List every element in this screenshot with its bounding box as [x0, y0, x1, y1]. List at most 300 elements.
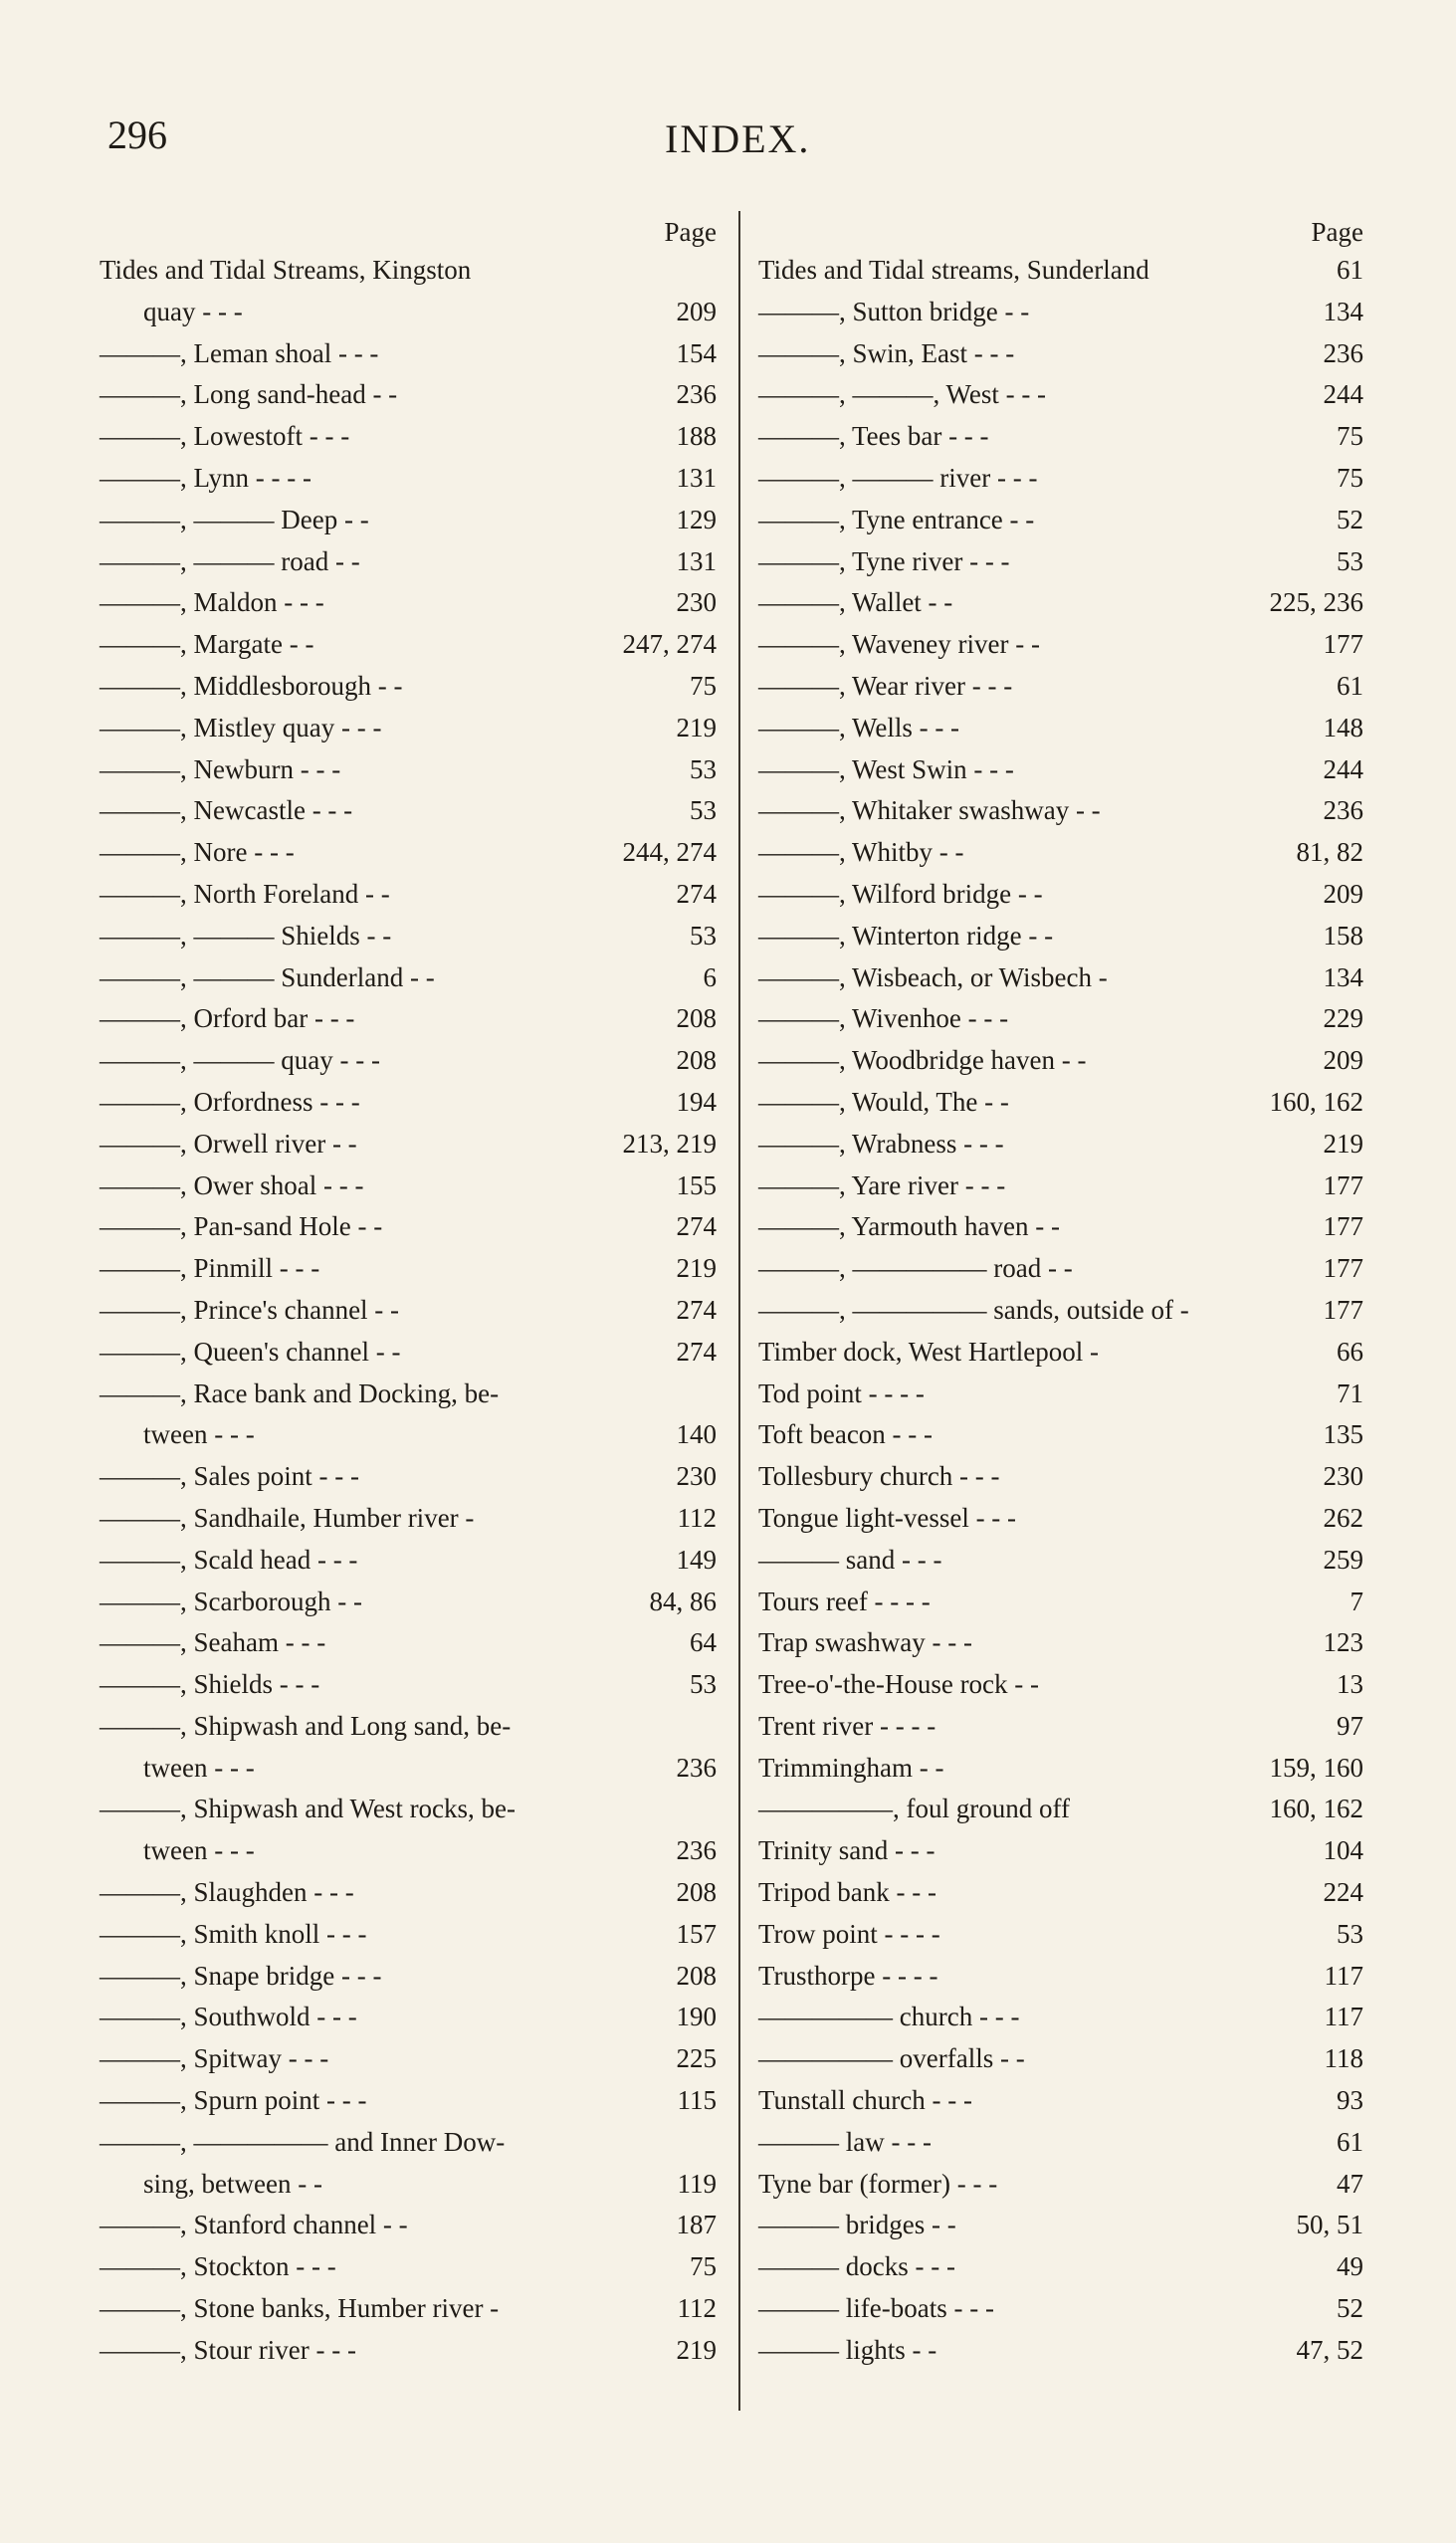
entry-label: ———, Tyne river - - - [758, 545, 1010, 576]
index-entry [758, 1207, 1375, 1249]
entry-page: 75 [690, 670, 717, 701]
index-entry [100, 501, 728, 542]
entry-label: ——— sand - - - [758, 1544, 942, 1575]
index-entry [100, 1041, 728, 1083]
entry-label: ———, Tyne entrance - - [758, 504, 1035, 534]
entry-page: 81, 82 [1296, 837, 1363, 868]
entry-label: ———, Scarborough - - [100, 1586, 362, 1616]
entry-page: 75 [1337, 462, 1363, 493]
entry-page: 47 [1337, 2168, 1363, 2199]
entry-page: 225 [676, 2043, 717, 2074]
entry-page: 61 [1337, 670, 1363, 701]
entry-label: —————, foul ground off [758, 1794, 1070, 1824]
entry-label: ———, Snape bridge - - - [100, 1960, 382, 1991]
entry-label: ———, Nore - - - [100, 837, 295, 868]
index-entry [758, 833, 1375, 875]
entry-page: 6 [703, 961, 717, 992]
entry-page: 177 [1323, 629, 1363, 660]
entry-page: 115 [677, 2085, 717, 2116]
entry-page: 93 [1337, 2085, 1363, 2116]
index-entry [100, 917, 728, 958]
index-entry [100, 1873, 728, 1915]
column-divider [738, 211, 740, 2411]
entry-page: 274 [676, 878, 717, 909]
index-column-left [100, 211, 728, 2373]
entry-page: 117 [1324, 2002, 1363, 2032]
index-entry [758, 251, 1375, 293]
entry-label: Tree-o'-the-House rock - - [758, 1669, 1040, 1700]
entry-label: ———, Pan-sand Hole - - [100, 1211, 383, 1242]
entry-page: 104 [1323, 1835, 1363, 1866]
index-entry [100, 1249, 728, 1291]
index-entry [100, 1749, 728, 1791]
index-entry [758, 293, 1375, 334]
index-entry [100, 334, 728, 376]
entry-label: ———, Spurn point - - - [100, 2085, 367, 2116]
index-entry [100, 2289, 728, 2331]
index-entry [100, 1707, 728, 1749]
index-entry [100, 750, 728, 792]
index-entry [758, 1915, 1375, 1957]
entry-label: ———, Wilford bridge - - [758, 878, 1043, 909]
index-entry [758, 1083, 1375, 1125]
entry-label: ———, Stanford channel - - [100, 2210, 408, 2240]
index-entry [100, 2206, 728, 2247]
index-entry [100, 2081, 728, 2123]
entry-label: ———, ——— road - - [100, 545, 360, 576]
page-number: 296 [107, 112, 167, 157]
entry-page: 61 [1337, 2126, 1363, 2157]
entry-label: ———, West Swin - - - [758, 753, 1014, 784]
entry-label: ———, Would, The - - [758, 1086, 1009, 1117]
entry-label: ———, Stockton - - - [100, 2251, 336, 2282]
index-entry [100, 2123, 728, 2165]
index-entry [758, 375, 1375, 417]
index-entry [758, 2331, 1375, 2373]
index-entry [758, 1041, 1375, 1083]
entry-page: 259 [1323, 1544, 1363, 1575]
entry-label: ———, Winterton ridge - - [758, 920, 1054, 951]
index-entry [758, 583, 1375, 625]
entry-label: ———, Maldon - - - [100, 587, 324, 618]
index-entry [758, 2206, 1375, 2247]
entry-page: 177 [1323, 1169, 1363, 1200]
entry-label: ———, Orfordness - - - [100, 1086, 360, 1117]
index-entry [100, 375, 728, 417]
index-entry [758, 1375, 1375, 1416]
index-entry [100, 999, 728, 1041]
index-entry [758, 1415, 1375, 1457]
entry-page: 177 [1323, 1253, 1363, 1284]
entry-label: Timber dock, West Hartlepool - [758, 1336, 1100, 1367]
entry-label: ———, ——— Deep - - [100, 504, 369, 534]
entry-page: 159, 160 [1269, 1752, 1363, 1783]
index-entry [758, 958, 1375, 1000]
index-entry [758, 2289, 1375, 2331]
index-entry [100, 1083, 728, 1125]
entry-label: ———, Orford bar - - - [100, 1003, 355, 1034]
index-column-right [758, 211, 1375, 2373]
index-entries-right [758, 251, 1375, 2373]
index-entry [758, 1665, 1375, 1707]
entry-label: ———, Whitaker swashway - - [758, 795, 1101, 826]
entry-label: ———, Prince's channel - - [100, 1294, 400, 1325]
index-entry [100, 1375, 728, 1416]
index-entry [100, 583, 728, 625]
entry-label: ———, Lowestoft - - - [100, 421, 350, 452]
index-entry [100, 1998, 728, 2039]
index-entry [100, 1541, 728, 1583]
entry-page: 119 [677, 2168, 717, 2199]
entry-page: 112 [677, 1502, 717, 1533]
entry-page: 230 [1323, 1461, 1363, 1492]
index-entry [100, 1415, 728, 1457]
index-entry [758, 2039, 1375, 2081]
entry-label: ———, ————— and Inner Dow- [100, 2126, 506, 2157]
entry-label: ———, Wells - - - [758, 712, 960, 742]
entry-label: ————— church - - - [758, 2002, 1020, 2032]
entry-label: ——— bridges - - [758, 2210, 956, 2240]
entry-page: 66 [1337, 1336, 1363, 1367]
entry-label: ———, Race bank and Docking, be- [100, 1377, 500, 1408]
entry-label: ———, Whitby - - [758, 837, 964, 868]
entry-page: 262 [1323, 1502, 1363, 1533]
index-entry [758, 1749, 1375, 1791]
entry-label: ——— law - - - [758, 2126, 932, 2157]
entry-label: ———, Queen's channel - - [100, 1336, 401, 1367]
index-entry [100, 459, 728, 501]
index-entry [758, 1957, 1375, 1999]
entry-page: 244 [1323, 379, 1363, 410]
index-entry [758, 1457, 1375, 1499]
entry-page: 53 [1337, 545, 1363, 576]
entry-label: Tides and Tidal streams, Sunderland [758, 255, 1149, 285]
entry-label: ———, Wisbeach, or Wisbech - [758, 961, 1108, 992]
entry-label: ———, Wear river - - - [758, 670, 1013, 701]
entry-label: Tongue light-vessel - - - [758, 1502, 1017, 1533]
entry-page: 160, 162 [1269, 1794, 1363, 1824]
entry-label: Tyne bar (former) - - - [758, 2168, 998, 2199]
entry-label: ———, Leman shoal - - - [100, 337, 379, 368]
entry-label: ———, ——— quay - - - [100, 1045, 380, 1076]
index-entry [100, 542, 728, 584]
index-entry [100, 1957, 728, 1999]
index-entry [100, 1166, 728, 1208]
entry-page: 123 [1323, 1627, 1363, 1658]
entry-page: 131 [676, 462, 717, 493]
entry-label: ———, Stone banks, Humber river - [100, 2293, 500, 2324]
entry-page: 236 [676, 1835, 717, 1866]
index-entry [100, 1207, 728, 1249]
page-header [0, 111, 1456, 171]
entry-page: 53 [690, 795, 717, 826]
entry-page: 53 [690, 753, 717, 784]
entry-label: Tod point - - - - [758, 1377, 925, 1408]
entry-label: Tours reef - - - - [758, 1586, 931, 1616]
index-entry [100, 1291, 728, 1333]
entry-page: 229 [1323, 1003, 1363, 1034]
index-entry [758, 1541, 1375, 1583]
index-entry [758, 917, 1375, 958]
index-entry [100, 791, 728, 833]
entry-label: ———, North Foreland - - [100, 878, 390, 909]
entry-label: ———, Orwell river - - [100, 1128, 357, 1159]
index-entry [758, 667, 1375, 709]
index-entry [758, 1623, 1375, 1665]
index-entry [758, 1873, 1375, 1915]
index-entry [100, 1665, 728, 1707]
entry-page: 140 [676, 1419, 717, 1450]
index-entry [758, 1499, 1375, 1541]
entry-page: 208 [676, 1003, 717, 1034]
entry-label: ———, Yarmouth haven - - [758, 1211, 1060, 1242]
entry-label: quay - - - [143, 296, 243, 326]
entry-page: 208 [676, 1960, 717, 1991]
entry-label: ———, Tees bar - - - [758, 421, 989, 452]
entry-label: ———, Wrabness - - - [758, 1128, 1004, 1159]
entry-page: 118 [1324, 2043, 1363, 2074]
entry-label: ———, Long sand-head - - [100, 379, 398, 410]
entry-page: 50, 51 [1296, 2210, 1363, 2240]
index-entry [100, 1623, 728, 1665]
entry-page: 53 [1337, 1918, 1363, 1949]
index-entry [100, 1583, 728, 1624]
entry-page: 135 [1323, 1419, 1363, 1450]
entry-page: 84, 86 [649, 1586, 717, 1616]
entry-label: ———, Sales point - - - [100, 1461, 359, 1492]
entry-label: tween - - - [143, 1835, 255, 1866]
entry-label: ———, Sutton bridge - - [758, 296, 1030, 326]
entry-label: ———, Newburn - - - [100, 753, 341, 784]
entry-label: ———, Waveney river - - [758, 629, 1040, 660]
entry-page: 53 [690, 1669, 717, 1700]
entry-page: 157 [676, 1918, 717, 1949]
index-entry [100, 2039, 728, 2081]
index-entry [758, 542, 1375, 584]
index-entry [758, 417, 1375, 459]
entry-label: ———, Seaham - - - [100, 1627, 326, 1658]
index-entry [758, 875, 1375, 917]
entry-label: ———, Sandhaile, Humber river - [100, 1502, 475, 1533]
entry-page: 194 [676, 1086, 717, 1117]
entry-label: ——— docks - - - [758, 2251, 955, 2282]
entry-label: ———, Newcastle - - - [100, 795, 353, 826]
entry-label: ———, Southwold - - - [100, 2002, 357, 2032]
entry-label: ———, Shields - - - [100, 1669, 320, 1700]
entry-page: 225, 236 [1269, 587, 1363, 618]
entry-label: Trent river - - - - [758, 1710, 936, 1741]
entry-page: 219 [676, 712, 717, 742]
entry-label: ———, Yare river - - - [758, 1169, 1006, 1200]
entry-page: 129 [676, 504, 717, 534]
entry-page: 177 [1323, 1211, 1363, 1242]
entry-page: 219 [1323, 1128, 1363, 1159]
entry-label: ———, Margate - - [100, 629, 314, 660]
entry-label: tween - - - [143, 1752, 255, 1783]
index-entry [758, 1831, 1375, 1873]
index-entry [758, 999, 1375, 1041]
entry-page: 274 [676, 1294, 717, 1325]
entry-page: 188 [676, 421, 717, 452]
index-entry [100, 833, 728, 875]
entry-page: 274 [676, 1211, 717, 1242]
index-entry [758, 2081, 1375, 2123]
index-entry [758, 501, 1375, 542]
index-entry [100, 2331, 728, 2373]
entry-page: 97 [1337, 1710, 1363, 1741]
entry-label: ———, Wallet - - [758, 587, 953, 618]
entry-label: tween - - - [143, 1419, 255, 1450]
entry-label: ———, ——— Sunderland - - [100, 961, 435, 992]
entry-label: ———, Middlesborough - - [100, 670, 403, 701]
entry-page: 61 [1337, 255, 1363, 285]
entry-label: ———, Ower shoal - - - [100, 1169, 364, 1200]
entry-label: ———, Mistley quay - - - [100, 712, 382, 742]
entry-page: 209 [1323, 878, 1363, 909]
entry-label: Trinity sand - - - [758, 1835, 936, 1866]
entry-label: ———, Stour river - - - [100, 2334, 356, 2365]
index-entries-left [100, 251, 728, 2373]
page-column-label: Page [664, 217, 717, 247]
entry-label: ——— lights - - [758, 2334, 937, 2365]
entry-page: 71 [1337, 1377, 1363, 1408]
entry-page: 75 [1337, 421, 1363, 452]
index-entry [100, 709, 728, 750]
entry-page: 247, 274 [622, 629, 717, 660]
index-entry [758, 1707, 1375, 1749]
entry-label: ———, Pinmill - - - [100, 1253, 320, 1284]
index-entry [100, 667, 728, 709]
page-column-label: Page [1311, 217, 1363, 247]
entry-page: 148 [1323, 712, 1363, 742]
entry-page: 209 [1323, 1045, 1363, 1076]
index-entry [758, 1291, 1375, 1333]
entry-label: Tunstall church - - - [758, 2085, 972, 2116]
entry-page: 155 [676, 1169, 717, 1200]
index-entry [758, 459, 1375, 501]
index-entry [758, 625, 1375, 667]
entry-label: Trow point - - - - [758, 1918, 940, 1949]
index-entry [758, 709, 1375, 750]
entry-label: ———, Shipwash and West rocks, be- [100, 1794, 517, 1824]
entry-page: 209 [676, 296, 717, 326]
entry-page: 213, 219 [622, 1128, 717, 1159]
entry-label: ————— overfalls - - [758, 2043, 1025, 2074]
index-entry [758, 2165, 1375, 2207]
index-entry [758, 2247, 1375, 2289]
entry-label: ———, ——— river - - - [758, 462, 1038, 493]
entry-label: ———, ————— road - - [758, 1253, 1073, 1284]
entry-label: ———, Woodbridge haven - - [758, 1045, 1087, 1076]
entry-page: 64 [690, 1627, 717, 1658]
index-entry [100, 293, 728, 334]
index-entry [758, 1125, 1375, 1166]
index-entry [100, 1831, 728, 1873]
entry-page: 131 [676, 545, 717, 576]
entry-label: ———, Spitway - - - [100, 2043, 329, 2074]
index-entry [100, 958, 728, 1000]
entry-page: 208 [676, 1877, 717, 1908]
entry-page: 52 [1337, 2293, 1363, 2324]
index-entry [758, 334, 1375, 376]
index-entry [100, 1915, 728, 1957]
index-entry [758, 1333, 1375, 1375]
entry-page: 75 [690, 2251, 717, 2282]
entry-page: 244, 274 [622, 837, 717, 868]
index-entry [100, 1790, 728, 1831]
entry-label: Trap swashway - - - [758, 1627, 972, 1658]
entry-page: 160, 162 [1269, 1086, 1363, 1117]
running-title: INDEX. [665, 116, 811, 161]
index-entry [100, 417, 728, 459]
entry-page: 244 [1323, 753, 1363, 784]
index-entry [758, 1166, 1375, 1208]
entry-page: 13 [1337, 1669, 1363, 1700]
index-entry [100, 625, 728, 667]
entry-label: ———, ——— Shields - - [100, 920, 392, 951]
index-entry [100, 1499, 728, 1541]
entry-page: 208 [676, 1045, 717, 1076]
entry-page: 187 [676, 2210, 717, 2240]
entry-label: ———, Slaughden - - - [100, 1877, 354, 1908]
entry-page: 149 [676, 1544, 717, 1575]
entry-page: 230 [676, 1461, 717, 1492]
entry-label: ———, Wivenhoe - - - [758, 1003, 1009, 1034]
entry-page: 219 [676, 2334, 717, 2365]
index-entry [758, 1790, 1375, 1831]
entry-label: ——— life-boats - - - [758, 2293, 994, 2324]
index-entry [100, 875, 728, 917]
entry-label: ———, Swin, East - - - [758, 337, 1015, 368]
index-entry [758, 1583, 1375, 1624]
entry-page: 154 [676, 337, 717, 368]
entry-label: ———, ————— sands, outside of - [758, 1294, 1189, 1325]
entry-page: 158 [1323, 920, 1363, 951]
entry-label: Tides and Tidal Streams, Kingston [100, 255, 472, 285]
entry-page: 177 [1323, 1294, 1363, 1325]
entry-page: 47, 52 [1296, 2334, 1363, 2365]
entry-page: 190 [676, 2002, 717, 2032]
entry-page: 52 [1337, 504, 1363, 534]
entry-page: 112 [677, 2293, 717, 2324]
index-entry [758, 750, 1375, 792]
index-entry [758, 791, 1375, 833]
entry-page: 49 [1337, 2251, 1363, 2282]
entry-page: 236 [1323, 337, 1363, 368]
entry-page: 53 [690, 920, 717, 951]
entry-page: 236 [676, 379, 717, 410]
entry-label: ———, Shipwash and Long sand, be- [100, 1710, 512, 1741]
entry-label: ———, Lynn - - - - [100, 462, 312, 493]
index-entry [100, 251, 728, 293]
entry-label: sing, between - - [143, 2168, 322, 2199]
index-entry [100, 2165, 728, 2207]
index-entry [100, 1333, 728, 1375]
index-entry [100, 1457, 728, 1499]
entry-page: 224 [1323, 1877, 1363, 1908]
entry-page: 274 [676, 1336, 717, 1367]
entry-label: Trimmingham - - [758, 1752, 944, 1783]
entry-label: Tripod bank - - - [758, 1877, 936, 1908]
entry-page: 117 [1324, 1960, 1363, 1991]
entry-page: 219 [676, 1253, 717, 1284]
entry-label: Trusthorpe - - - - [758, 1960, 938, 1991]
entry-label: Tollesbury church - - - [758, 1461, 1000, 1492]
entry-page: 230 [676, 587, 717, 618]
entry-label: ———, ———, West - - - [758, 379, 1047, 410]
entry-page: 134 [1323, 296, 1363, 326]
entry-label: Toft beacon - - - [758, 1419, 934, 1450]
